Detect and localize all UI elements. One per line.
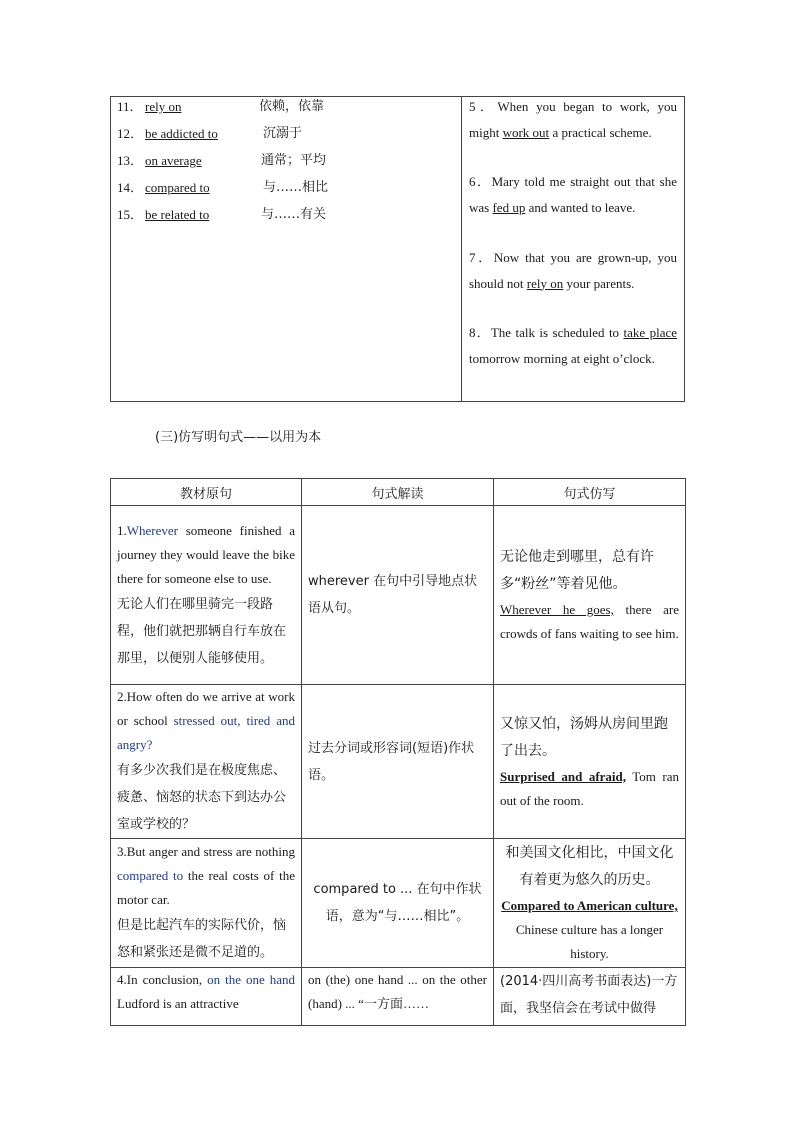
original-cell <box>111 968 302 1026</box>
answer-blank: rely on <box>526 275 564 291</box>
table-row <box>111 506 686 685</box>
original-cell <box>111 839 302 968</box>
example-7: 7．Now that you are grown-up, you should not rely on your parents. <box>469 250 677 291</box>
table-row <box>111 839 686 968</box>
imitation-cell <box>494 839 686 968</box>
phrase-list <box>111 97 462 401</box>
header-explanation: 句式解读 <box>302 479 494 506</box>
original-sentence: 3.But anger and stress are nothing compared to the real costs of the motor car. <box>117 844 295 907</box>
explanation-cell: wherever 在句中引导地点状语从句。 <box>302 506 494 685</box>
original-translation: 有多少次我们是在极度焦虑、疲惫、恼怒的状态下到达办公室或学校的？ <box>117 763 287 832</box>
phrase-table <box>110 96 685 402</box>
phrase-number: 13． <box>117 153 144 168</box>
phrase-item <box>117 97 325 117</box>
original-translation: 无论人们在哪里骑完一段路程，他们就把那辆自行车放在那里，以便别人能够使用。 <box>117 596 287 666</box>
phrase-number: 14． <box>117 180 144 195</box>
phrase-item <box>117 124 303 144</box>
phrase-number: 12． <box>117 126 144 141</box>
phrase-english: compared to <box>145 180 210 195</box>
original-sentence: 2.How often do we arrive at work or school stressed out, tired and angry? <box>117 689 295 752</box>
phrase-chinese: 依赖，依靠 <box>259 99 325 114</box>
imitation-answer: Surprised and afraid, Tom ran out of the room. <box>500 768 679 808</box>
imitation-cell <box>494 506 686 685</box>
example-8: 8．The talk is scheduled to take place tomorrow morning at eight o’clock. <box>469 325 678 366</box>
imitation-prompt: 和美国文化相比，中国文化有着更为悠久的历史。 <box>505 845 674 888</box>
original-cell <box>111 685 302 839</box>
table-row <box>111 968 686 1026</box>
original-sentence: 1.Wherever someone finished a journey they would leave the bike there for someone else to use. <box>117 522 295 586</box>
table-header-row <box>111 479 686 506</box>
answer-blank: take place <box>623 325 678 340</box>
imitation-cell: (2014·四川高考书面表达)一方面，我坚信会在考试中做得 <box>494 968 686 1026</box>
imitation-prompt: 又惊又怕，汤姆从房间里跑了出去。 <box>500 715 668 759</box>
explanation-cell: 过去分词或形容词(短语)作状语。 <box>302 685 494 839</box>
phrase-chinese: 与……相比 <box>263 180 329 195</box>
phrase-item <box>117 178 329 198</box>
example-sentences <box>462 97 684 401</box>
phrase-english: be related to <box>145 207 210 222</box>
explanation-cell: compared to ... 在句中作状语，意为“与……相比”。 <box>302 839 494 968</box>
phrase-english: rely on <box>145 99 182 114</box>
section-heading: (三)仿写明句式——以用为本 <box>155 430 322 445</box>
phrase-chinese: 与……有关 <box>261 207 327 222</box>
phrase-english: on average <box>145 153 202 168</box>
phrase-chinese: 沉溺于 <box>263 126 303 141</box>
imitation-prompt: 无论他走到哪里，总有许多“粉丝”等着见他。 <box>500 549 654 592</box>
phrase-english: be addicted to <box>145 126 218 141</box>
imitation-answer: Compared to American culture, Chinese culture has a longer history. <box>501 898 678 961</box>
phrase-number: 15． <box>117 207 144 222</box>
sentence-pattern-table <box>110 478 686 1026</box>
table-row <box>111 685 686 839</box>
imitation-answer: Wherever he goes, there are crowds of fans waiting to see him. <box>500 602 679 641</box>
example-5: 5．When you began to work, you might work out a practical scheme. <box>469 99 677 140</box>
example-6: 6．Mary told me straight out that she was fed up and wanted to leave. <box>469 174 677 215</box>
original-sentence: 4.In conclusion, on the one hand Ludford is an attractive <box>117 972 295 1011</box>
answer-blank: fed up <box>492 199 526 215</box>
answer-blank: work out <box>502 124 550 140</box>
header-imitation: 句式仿写 <box>494 479 686 506</box>
explanation-cell: on (the) one hand ... on the other (hand) ... “一方面…… <box>302 968 494 1026</box>
imitation-cell <box>494 685 686 839</box>
header-original: 教材原句 <box>111 479 302 506</box>
phrase-item <box>117 205 327 225</box>
original-cell <box>111 506 302 685</box>
phrase-item <box>117 151 327 171</box>
phrase-number: 11． <box>117 99 143 114</box>
phrase-chinese: 通常；平均 <box>261 153 327 168</box>
original-translation: 但是比起汽车的实际代价，恼怒和紧张还是微不足道的。 <box>117 918 287 960</box>
